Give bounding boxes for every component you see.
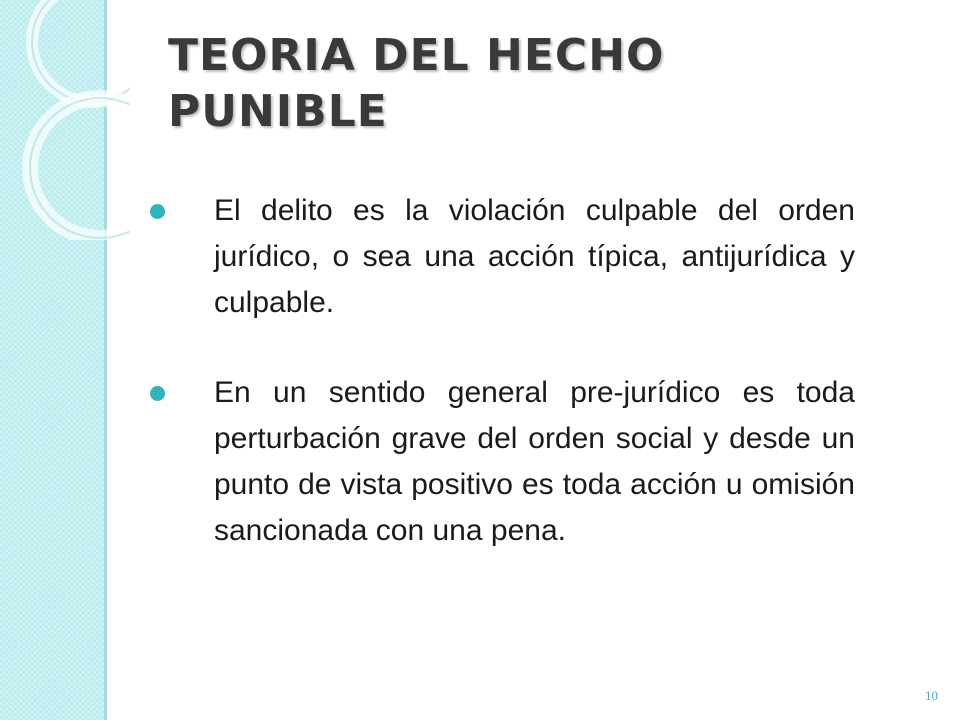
slide-number: 10 [925,688,938,703]
bullet-item [150,370,855,554]
bullet-text: El delito es la violación culpable del orden jurídico, o sea una acción típica, antijurídica y culpable. [214,194,855,319]
slide-title: TEORIA DEL HECHO PUNIBLE [168,30,665,137]
decorative-rings-icon [0,0,130,240]
bullet-dot-icon [150,386,165,401]
bullet-text: En un sentido general pre-jurídico es toda perturbación grave del orden social y desde un punto de vista positivo es toda acción u omisión sancionada con una pena. [214,376,855,547]
bullet-item [150,188,855,326]
bullet-list [150,188,855,554]
bullet-dot-icon [150,204,165,219]
